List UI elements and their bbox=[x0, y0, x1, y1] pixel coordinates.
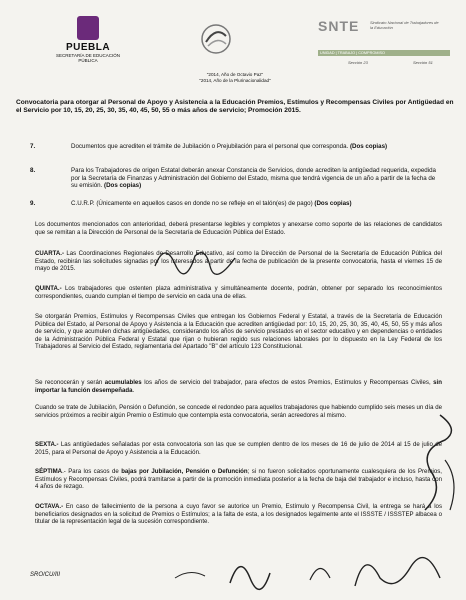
item-number-7: 7. bbox=[30, 143, 36, 150]
item-number-8: 8. bbox=[30, 167, 36, 174]
clause-cuarta-body: Las Coordinaciones Regionales de Desarrollo Educativo, así como la Dirección de Personal de la Secretaría de Educación Pública del Estado, recibirán las solicitudes signadas por los interesados a partir de la fecha de publicación de la presente convocatoria, hasta el viernes 15 de mayo de 2015. bbox=[35, 250, 442, 272]
document-title: Convocatoria para otorgar al Personal de Apoyo y Asistencia a la Educación Premios, Estímulos y Recompensas Civiles por Antigüedad en el Servicio por 10, 15, 20, 25, 30, 35, 40, 45, 50, 55 o más años de servicio; Promoción 2015. bbox=[16, 99, 454, 114]
acumulables-emphasis: sin importar la función desempeñada bbox=[35, 379, 442, 394]
item-7-copies: (Dos copias) bbox=[349, 143, 388, 150]
motto-2: "2014, Año de la Plurinacionalidad" bbox=[199, 78, 271, 83]
acumulables-body: los años de servicio del trabajador, para efectos de estos Premios, Estímulos y Recompensas Civiles, bbox=[141, 379, 434, 386]
snte-bar: UNIDAD | TRABAJO | COMPROMISO bbox=[318, 50, 450, 56]
item-text-7 bbox=[71, 143, 441, 151]
section-left: Sección 23 bbox=[348, 60, 368, 65]
puebla-subtitle: SECRETARÍA DE EDUCACIÓN PÚBLICA bbox=[56, 53, 120, 63]
education-logo-icon bbox=[196, 22, 236, 56]
puebla-name: PUEBLA bbox=[65, 42, 111, 53]
paragraph-septima bbox=[35, 468, 442, 491]
paragraph-documents: Los documentos mencionados con anterioridad, deberá presentarse legibles y completos y anexarse como soporte de las relaciones de candidatos que se remitan a la Dirección de Personal de la Secretaría de Educación Pública del Estado. bbox=[35, 221, 442, 236]
signatures-bottom bbox=[170, 548, 450, 593]
item-9-body: C.U.R.P. (Únicamente en aquellos casos en donde no se refleje en el talón(es) de pago) bbox=[71, 200, 315, 207]
signature-right-margin bbox=[415, 410, 465, 520]
acumulables-end: . bbox=[132, 386, 135, 394]
mottos bbox=[180, 72, 290, 84]
paragraph-octava bbox=[35, 503, 442, 526]
clause-septima-lead: .- Para los casos de bbox=[62, 468, 122, 475]
clause-sexta-body: Las antigüedades señaladas por esta convocatoria son las que se cumplen dentro de los meses de 16 de julio de 2014 al 15 de julio de 2015, para el Personal de Apoyo y Asistencia a la Educación. bbox=[35, 441, 442, 456]
paragraph-redondeo: Cuando se trate de Jubilación, Pensión o Defunción, se concede el redondeo para aquellos trabajadores que habiendo cumplido seis meses un día de servicios próximos a recibir algún Premio o Estímulo que contempla esta convocatoria, serán acreedores al mismo. bbox=[35, 404, 442, 419]
motto-1: "2014, Año de Octavio Paz" bbox=[206, 72, 264, 77]
item-8-copies: (Dos copias) bbox=[104, 182, 142, 190]
paragraph-acumulables bbox=[35, 379, 442, 394]
snte-text: Sindicato Nacional de Trabajadores de la Educación bbox=[370, 20, 439, 30]
acumulables-bold: acumulables bbox=[104, 379, 142, 386]
signature-middle bbox=[150, 236, 240, 276]
puebla-logo bbox=[52, 16, 124, 72]
snte-logo bbox=[318, 18, 448, 68]
clause-quinta-label: QUINTA.- bbox=[35, 285, 62, 292]
clause-octava-label: OCTAVA.- bbox=[35, 503, 64, 510]
item-8-body: Para los Trabajadores de origen Estatal deberán anexar Constancia de Servicios, donde acrediten la antigüedad requerida, expedida por la Secretaría de Finanzas y Administración del Gobierno del Estado, misma que tendrá vigencia de un año a partir de la fecha de su emisión. bbox=[71, 167, 436, 190]
clause-cuarta-label: CUARTA.- bbox=[35, 250, 64, 257]
acumulables-lead: Se reconocerán y serán bbox=[35, 379, 105, 386]
item-7-body: Documentos que acrediten el trámite de Jubilación o Prejubilación para el personal que corresponda. bbox=[71, 143, 350, 150]
puebla-emblem-icon bbox=[77, 16, 99, 40]
item-number-9: 9. bbox=[30, 200, 36, 207]
section-right: Sección 51 bbox=[413, 60, 433, 65]
clause-quinta-body: Los trabajadores que ostenten plaza administrativa y simultáneamente docente, podrán, obtener por separado los reconocimientos correspondientes, cuando cumplan el tiempo de servicio en cada una de ellas. bbox=[35, 285, 442, 300]
item-text-9 bbox=[71, 200, 441, 208]
clause-septima-bold: bajas por Jubilación, Pensión o Defunción bbox=[121, 468, 248, 475]
clause-septima-body: ; si no fueron solicitados oportunamente cualesquiera de los Premios, Estímulos y Recompensas Civiles, podrá tramitarse a partir de la promoción inmediata posterior a la fecha de baja del trabajador e incluso, hasta con 4 años de rezago. bbox=[35, 468, 443, 490]
clause-sexta-label: SEXTA.- bbox=[35, 441, 59, 448]
clause-octava-body: En caso de fallecimiento de la persona a cuyo favor se autorice un Premio, Estímulo y Recompensa Civil, la entrega se hará a los beneficiarios designados en la solicitud de Premios o Estímulos; a la falta de esta, a los designados legalmente ante el ISSSTE / ISSSTEP albacea o titular de la representación legal de la sucesión correspondiente. bbox=[35, 503, 442, 525]
item-9-copies: (Dos copias) bbox=[314, 200, 352, 207]
footer-code: SRO/CU/III bbox=[30, 572, 61, 578]
clause-septima-label: SÉPTIMA bbox=[35, 468, 63, 475]
paragraph-otorgaran: Se otorgarán Premios, Estímulos y Recompensas Civiles que entregan los Gobiernos Federal y Estatal, a través de la Secretaría de Educación Pública del Estado, al Personal de Apoyo y Asistencia a la Educación que acrediten antigüedad por: 10, 15, 20, 25, 30, 35, 40, 45, 50, 55 y más años de servicio, y que acumulen dichas antigüedades, considerando los años de servicio prestados en el sector educativo y en dependencias o entidades de la Administración Pública Federal y Estatal que rijan o hubieran regido sus relaciones laborales por lo dispuesto en la Ley Federal de los Trabajadores al Servicio del Estado, reglamentaria del Apartado "B" del artículo 123 Constitucional. bbox=[35, 313, 442, 350]
item-text-8 bbox=[71, 167, 441, 190]
snte-label: SNTE bbox=[318, 18, 360, 34]
paragraph-sexta bbox=[35, 441, 442, 456]
paragraph-quinta bbox=[35, 285, 442, 300]
